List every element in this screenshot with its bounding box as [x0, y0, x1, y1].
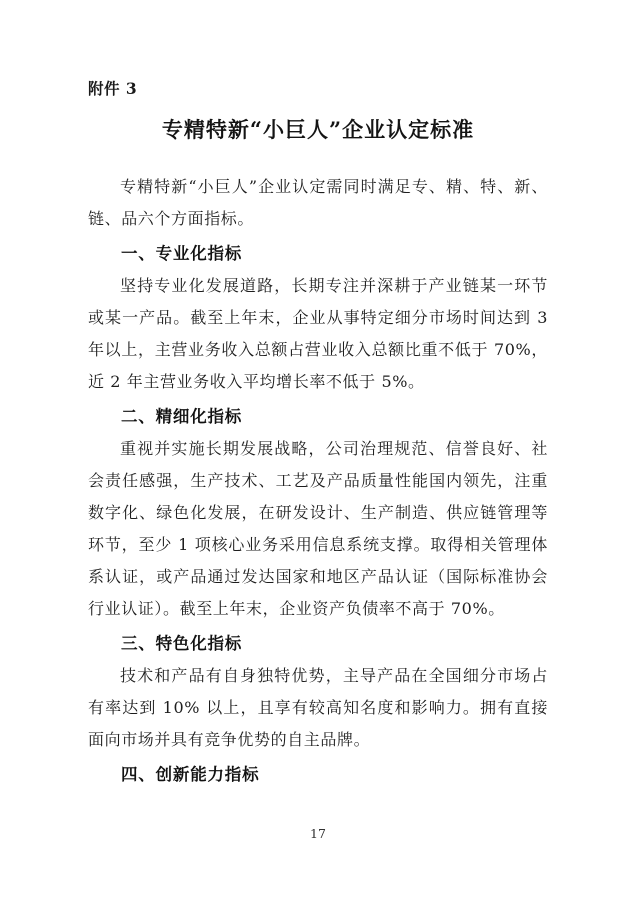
section-heading-distinctiveness: 三、特色化指标: [121, 634, 243, 654]
section-heading-innovation: 四、创新能力指标: [121, 765, 260, 785]
intro-paragraph: 专精特新“小巨人”企业认定需同时满足专、精、特、新、链、品六个方面指标。: [88, 177, 548, 229]
section-heading-refinement: 二、精细化指标: [121, 407, 243, 427]
page-number: 17: [310, 826, 326, 841]
section-body-distinctiveness: 技术和产品有自身独特优势，主导产品在全国细分市场占有率达到 10% 以上，且享有较高知名度和影响力。拥有直接面向市场并具有竞争优势的自主品牌。: [88, 666, 548, 750]
page-content: [88, 78, 548, 791]
section-body-specialization: 坚持专业化发展道路，长期专注并深耕于产业链某一环节或某一产品。截至上年末，企业从事特定细分市场时间达到 3 年以上，主营业务收入总额占营业收入总额比重不低于 70%，近 2 年主营业务收入平均增长率不低于 5%。: [88, 276, 548, 392]
section-body-refinement: 重视并实施长期发展战略，公司治理规范、信誉良好、社会责任感强，生产技术、工艺及产品质量性能国内领先，注重数字化、绿色化发展，在研发设计、生产制造、供应链管理等环节，至少 1 项核心业务采用信息系统支撑。取得相关管理体系认证，或产品通过发达国家和地区产品认证（国际标准协会行业认证）。截至上年末，企业资产负债率不高于 70%。: [88, 439, 548, 619]
attachment-label: 附件 3: [88, 79, 138, 98]
section-heading-specialization: 一、专业化指标: [121, 244, 243, 264]
page-title: 专精特新“小巨人”企业认定标准: [161, 116, 475, 142]
